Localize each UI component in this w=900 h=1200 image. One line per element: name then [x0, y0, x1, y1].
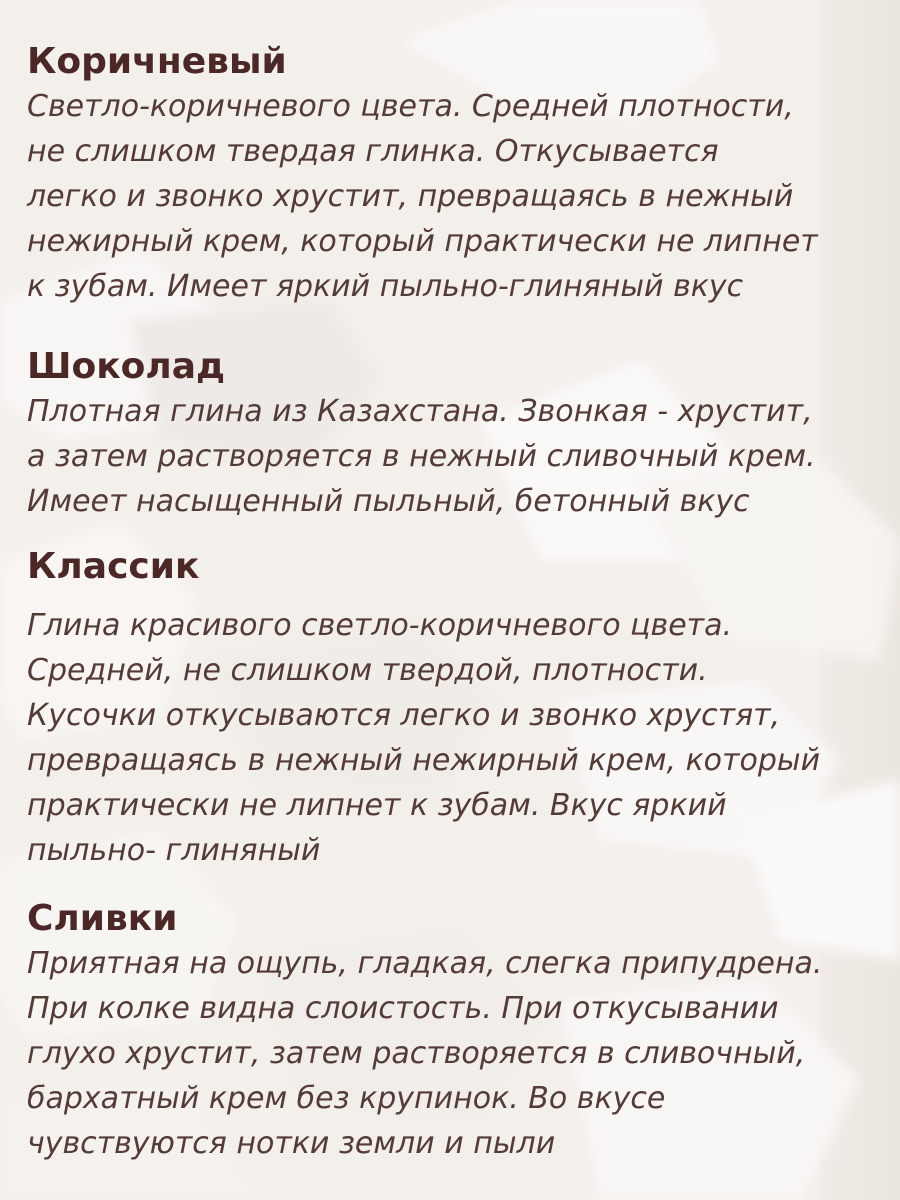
description-line: глухо хрустит, затем растворяется в сливочный,	[27, 1036, 806, 1071]
description-line: При колке видна слоистость. При откусывании	[27, 991, 779, 1026]
section-korichnevyy	[27, 40, 880, 309]
section-description	[27, 389, 880, 524]
section-title: Шоколад	[27, 346, 226, 387]
description-line: нежирный крем, который практически не липнет	[27, 224, 818, 259]
description-line: Средней, не слишком твердой, плотности.	[27, 653, 708, 688]
description-line: не слишком твердая глинка. Откусывается	[27, 134, 719, 169]
description-line: Светло-коричневого цвета. Средней плотности,	[27, 89, 794, 124]
description-line: Кусочки откусываются легко и звонко хрустят,	[27, 698, 781, 733]
description-line: легко и звонко хрустит, превращаясь в нежный	[27, 179, 794, 214]
section-shokolad	[27, 345, 880, 524]
section-description	[27, 603, 880, 873]
section-title: Коричневый	[27, 41, 287, 82]
section-description	[27, 84, 880, 309]
description-line: превращаясь в нежный нежирный крем, который	[27, 743, 821, 778]
section-klassik	[27, 545, 880, 873]
description-line: бархатный крем без крупинок. Во вкусе	[27, 1081, 666, 1116]
description-line: чувствуются нотки земли и пыли	[27, 1126, 556, 1161]
section-title: Сливки	[27, 898, 178, 939]
description-line: Плотная глина из Казахстана. Звонкая - хрустит,	[27, 394, 813, 429]
description-line: а затем растворяется в нежный сливочный крем.	[27, 439, 816, 474]
description-line: практически не липнет к зубам. Вкус яркий	[27, 788, 727, 823]
description-line: Имеет насыщенный пыльный, бетонный вкус	[27, 484, 750, 519]
section-title: Классик	[27, 546, 200, 587]
section-slivki	[27, 897, 880, 1166]
description-line: к зубам. Имеет яркий пыльно-глиняный вкус	[27, 269, 744, 304]
description-line: Глина красивого светло-коричневого цвета.	[27, 608, 733, 643]
section-description	[27, 941, 880, 1166]
description-line: пыльно- глиняный	[27, 833, 321, 868]
description-line: Приятная на ощупь, гладкая, слегка припудрена.	[27, 946, 823, 981]
